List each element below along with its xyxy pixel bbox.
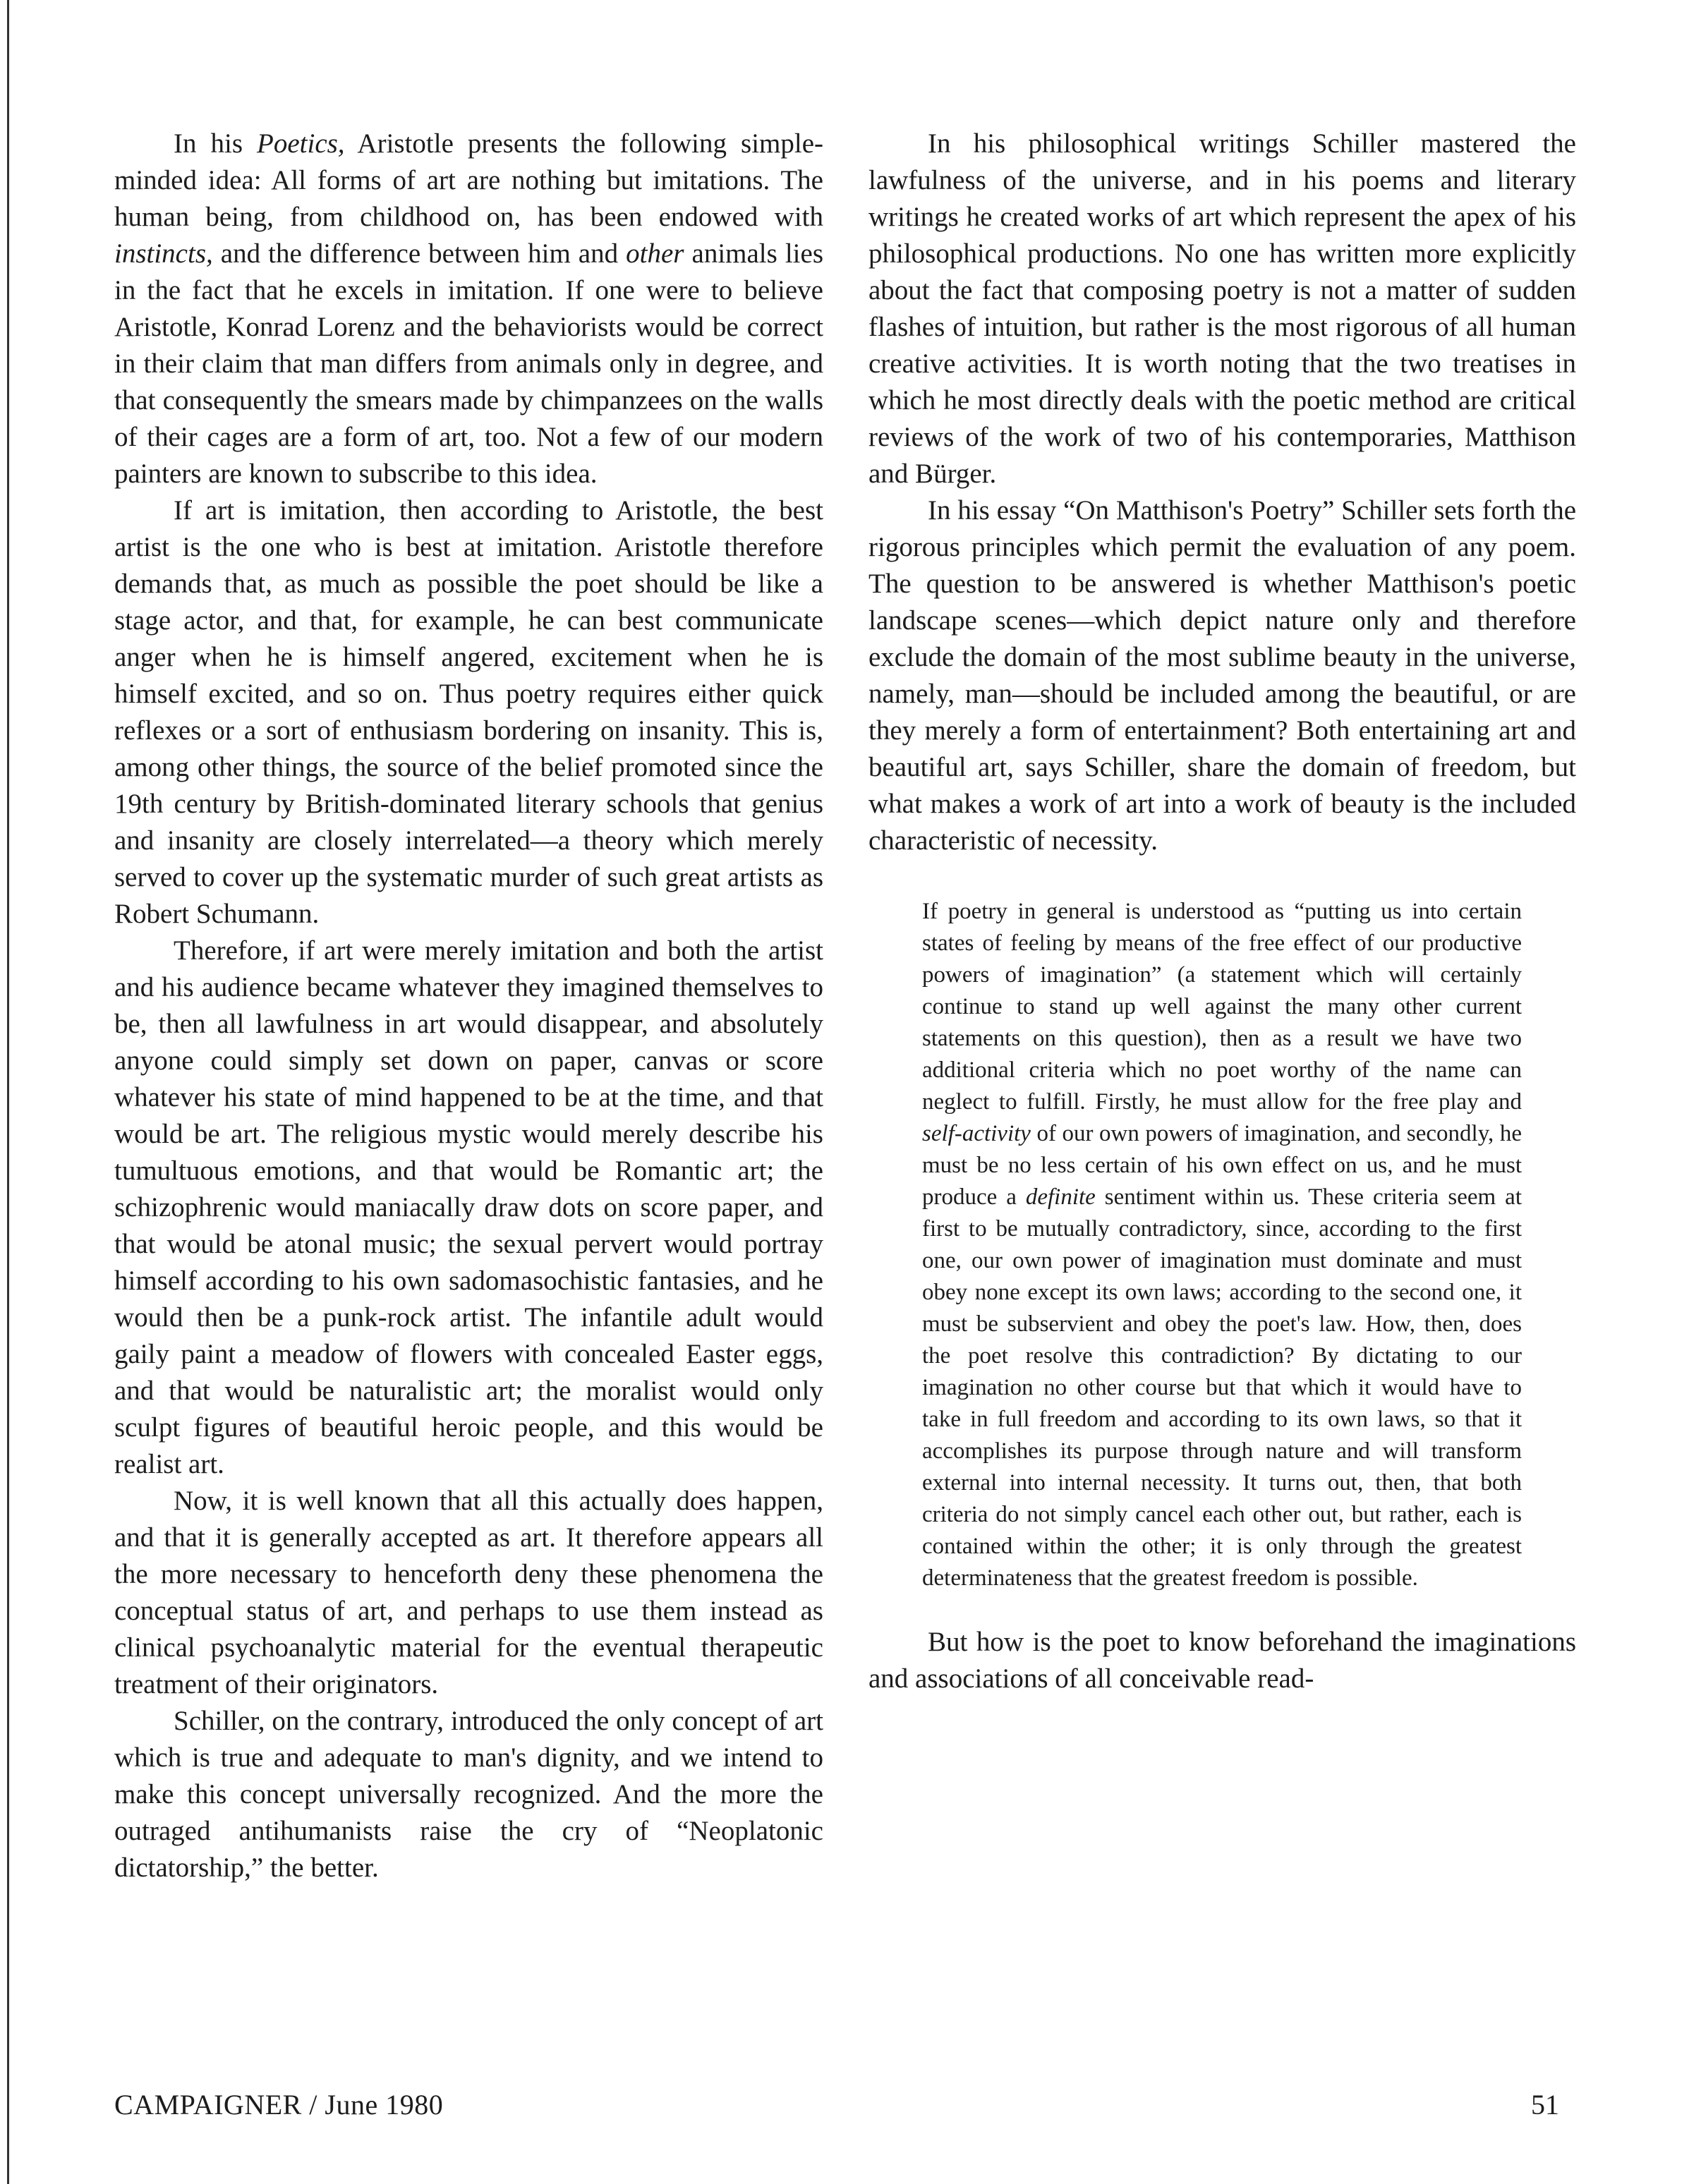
italic-run: self-activity xyxy=(922,1121,1031,1146)
left-paragraph-3: Therefore, if art were merely imitation and both the artist and his audience became whatever they imagined themselves to be, then all lawfulness in art would disappear, and absolutely anyone could simply set down on paper, canvas or score whatever his state of mind happened to be at the time, and that would be art. The religious mystic would merely describe his tumultuous emotions, and that would be Romantic art; the schizophrenic would maniacally draw dots on score paper, and that would be atonal music; the sexual pervert would portray himself according to his own sadomasochistic fantasies, and he would then be a punk-rock artist. The infantile adult would gaily paint a meadow of flowers with concealed Easter eggs, and that would be naturalistic art; the moralist would only sculpt figures of beautiful heroic people, and this would be realist art. xyxy=(114,935,823,1479)
text-run: Aristotle presents the following simple-minded idea: All forms of art are nothing but imitations. The human being, from childhood on, has been endowed with xyxy=(114,128,823,232)
quotation-text xyxy=(922,896,1522,1594)
right-paragraph-1: In his philosophical writings Schiller mastered the lawfulness of the universe, and in his poems and literary writings he created works of art which represent the apex of his philosophical productions. No one has written more explicitly about the fact that composing poetry is not a matter of sudden flashes of intuition, but rather is the most rigorous of all human creative activities. It is worth noting that the two treatises in which he most directly deals with the poetic method are critical reviews of the work of two of his contemporaries, Matthison and Bürger. xyxy=(868,128,1576,489)
page-binding-line xyxy=(7,0,9,2184)
left-paragraph-4: Now, it is well known that all this actually does happen, and that it is generally accepted as art. It therefore appears all the more necessary to henceforth deny these phenomena the conceptual status of art, and perhaps to use them instead as clinical psychoanalytic material for the eventual therapeutic treatment of their originators. xyxy=(114,1486,823,1699)
italic-run: definite xyxy=(1025,1184,1096,1210)
footer-page-number: 51 xyxy=(1531,2089,1559,2121)
text-run: sentiment within us. These criteria seem at first to be mutually contradictory, since, according to the first one, our own power of imagination must dominate and must obey none except its own laws; according to the second one, it must be subservient and obey the poet's law. How, then, does the poet resolve this contradiction? By dictating to our imagination no other course but that which it would have to take in full freedom and according to its own laws, so that it accomplishes its purpose through nature and will transform external into internal necessity. It turns out, then, that both criteria do not simply cancel each other out, but rather, each is contained within the other; it is only through the greatest determinateness that the greatest freedom is possible. xyxy=(922,1184,1522,1591)
left-paragraph-5: Schiller, on the contrary, introduced the only concept of art which is true and adequate to man's dignity, and we intend to make this concept universally recognized. And the more the outraged antihumanists raise the cry of “Neoplatonic dictatorship,” the better. xyxy=(114,1706,823,1883)
italic-run: Poetics, xyxy=(257,128,345,159)
text-run: If poetry in general is understood as “putting us into certain states of feeling by means of the free effect of our productive powers of imagination” (a statement which will certainly continue to stand up well against the many other current statements on this question), then as a result we have two additional criteria which no poet worthy of the name can neglect to fulfill. Firstly, he must allow for the free play and xyxy=(922,899,1522,1115)
left-column xyxy=(114,126,823,1886)
footer-publication: CAMPAIGNER / June 1980 xyxy=(114,2089,444,2121)
left-paragraph-1 xyxy=(114,126,823,492)
text-run: In his xyxy=(174,128,258,159)
italic-run: other xyxy=(626,238,684,269)
text-run: and the difference between him and xyxy=(212,238,626,269)
left-paragraph-2: If art is imitation, then according to Aristotle, the best artist is the one who is best at imitation. Aristotle therefore demands that, as much as possible the poet should be like a stage actor, and that, for example, he can best communicate anger when he is himself angered, excitement when he is himself excited, and so on. Thus poetry requires either quick reflexes or a sort of enthusiasm bordering on insanity. This is, among other things, the source of the belief promoted since the 19th century by British-dominated literary schools that genius and insanity are closely interrelated—a theory which merely served to cover up the systematic murder of such great artists as Robert Schumann. xyxy=(114,495,823,929)
italic-run: instincts, xyxy=(114,238,213,269)
text-run: of our own powers of imagination, and secondly, he must be no less certain of his own effect on us, and he must produce a xyxy=(922,1121,1522,1210)
right-column xyxy=(868,126,1576,1697)
text-run: animals lies in the fact that he excels in imitation. If one were to believe Aristotle, Konrad Lorenz and the behaviorists would be correct in their claim that man differs from animals only in degree, and that consequently the smears made by chimpanzees on the walls of their cages are a form of art, too. Not a few of our modern painters are known to subscribe to this idea. xyxy=(114,238,823,489)
block-quotation xyxy=(922,896,1522,1594)
right-paragraph-3: But how is the poet to know beforehand the imaginations and associations of all conceivable read- xyxy=(868,1627,1576,1694)
right-paragraph-2: In his essay “On Matthison's Poetry” Schiller sets forth the rigorous principles which permit the evaluation of any poem. The question to be answered is whether Matthison's poetic landscape scenes—which depict nature only and therefore exclude the domain of the most sublime beauty in the universe, namely, man—should be included among the beautiful, or are they merely a form of entertainment? Both entertaining art and beautiful art, says Schiller, share the domain of freedom, but what makes a work of art into a work of beauty is the included characteristic of necessity. xyxy=(868,495,1576,856)
